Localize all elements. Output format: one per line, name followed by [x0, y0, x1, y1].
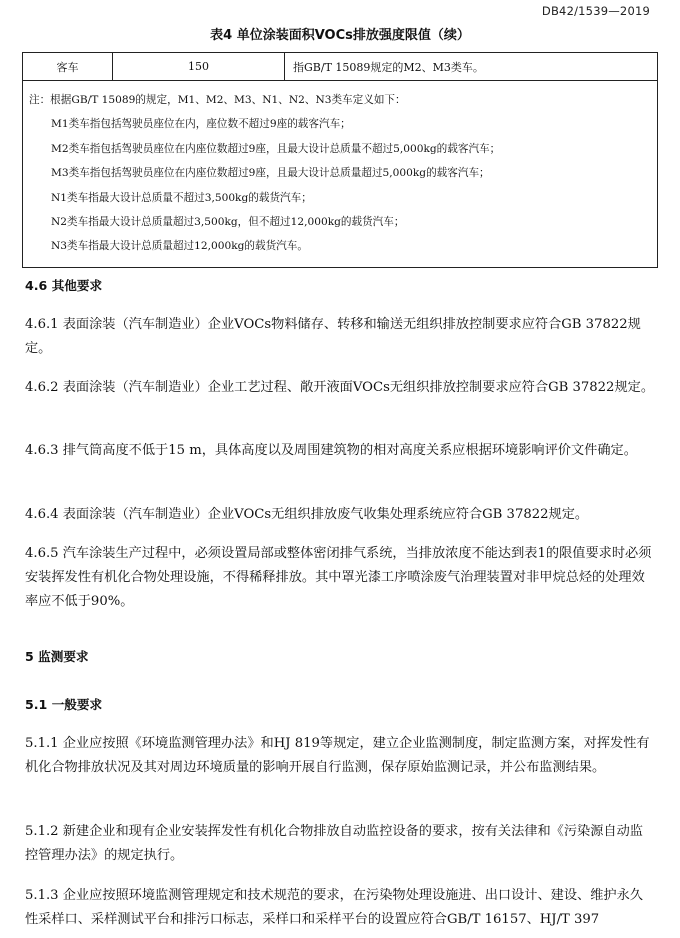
- section-4-6-heading: 4.6 其他要求: [25, 278, 103, 293]
- vehicle-type-cell: 客车: [23, 53, 113, 81]
- description-cell: 指GB/T 15089规定的M2、M3类车。: [285, 53, 658, 81]
- table-note-row: [23, 81, 658, 268]
- table-row: [23, 53, 658, 81]
- note-line-n1: N1类车指最大设计总质量不超过3,500kg的载货汽车；: [51, 191, 312, 204]
- note-line-n2: N2类车指最大设计总质量超过3,500kg，但不超过12,000kg的载货汽车；: [51, 216, 405, 229]
- table-note-cell: [23, 81, 658, 268]
- limits-table: [22, 52, 658, 268]
- clause-4-6-1: 4.6.1 表面涂装（汽车制造业）企业VOCs物料储存、转移和输送无组织排放控制要求应符合GB 37822规定。: [25, 317, 641, 356]
- limit-value-cell: 150: [113, 53, 285, 81]
- clause-4-6-4: 4.6.4 表面涂装（汽车制造业）企业VOCs无组织排放废气收集处理系统应符合GB 37822规定。: [25, 507, 589, 522]
- section-5-heading: 5 监测要求: [25, 649, 89, 664]
- clause-4-6-3: 4.6.3 排气筒高度不低于15 m，具体高度以及周围建筑物的相对高度关系应根据环境影响评价文件确定。: [25, 443, 637, 458]
- clause-5-1-1: 5.1.1 企业应按照《环境监测管理办法》和HJ 819等规定，建立企业监测制度，制定监测方案，对挥发性有机化合物排放状况及其对周边环境质量的影响开展自行监测，保存原始监测记录，并公布监测结果。: [25, 736, 650, 775]
- note-line-m3: M3类车指包括驾驶员座位在内座位数超过9座，且最大设计总质量超过5,000kg的载客汽车；: [51, 167, 490, 180]
- clause-5-1-3: 5.1.3 企业应按照环境监测管理规定和技术规范的要求，在污染物处理设施进、出口设计、建设、维护永久性采样口、采样测试平台和排污口标志，采样口和采样平台的设置应符合GB/T 16157、HJ/T 397: [25, 888, 643, 927]
- note-line-n3: N3类车指最大设计总质量超过12,000kg的载货汽车。: [51, 240, 308, 253]
- clause-4-6-5: 4.6.5 汽车涂装生产过程中，必须设置局部或整体密闭排气系统，当排放浓度不能达到表1的限值要求时必须安装挥发性有机化合物处理设施，不得稀释排放。其中罩光漆工序喷涂废气治理装置对非甲烷总烃的处理效率应不低于90%。: [25, 546, 652, 609]
- table-title: 表4 单位涂装面积VOCs排放强度限值（续）: [210, 28, 470, 43]
- note-intro: 注：根据GB/T 15089的规定，M1、M2、M3、N1、N2、N3类车定义如下：: [29, 94, 406, 106]
- clause-5-1-2: 5.1.2 新建企业和现有企业安装挥发性有机化合物排放自动监控设备的要求，按有关法律和《污染源自动监控管理办法》的规定执行。: [25, 824, 643, 863]
- note-line-m1: M1类车指包括驾驶员座位在内，座位数不超过9座的载客汽车；: [51, 118, 351, 131]
- standard-code: DB42/1539—2019: [541, 4, 650, 18]
- section-5-1-heading: 5.1 一般要求: [25, 697, 103, 712]
- clause-4-6-2: 4.6.2 表面涂装（汽车制造业）企业工艺过程、敞开液面VOCs无组织排放控制要求应符合GB 37822规定。: [25, 380, 655, 395]
- note-line-m2: M2类车指包括驾驶员座位在内座位数超过9座，且最大设计总质量不超过5,000kg的载客汽车；: [51, 142, 501, 155]
